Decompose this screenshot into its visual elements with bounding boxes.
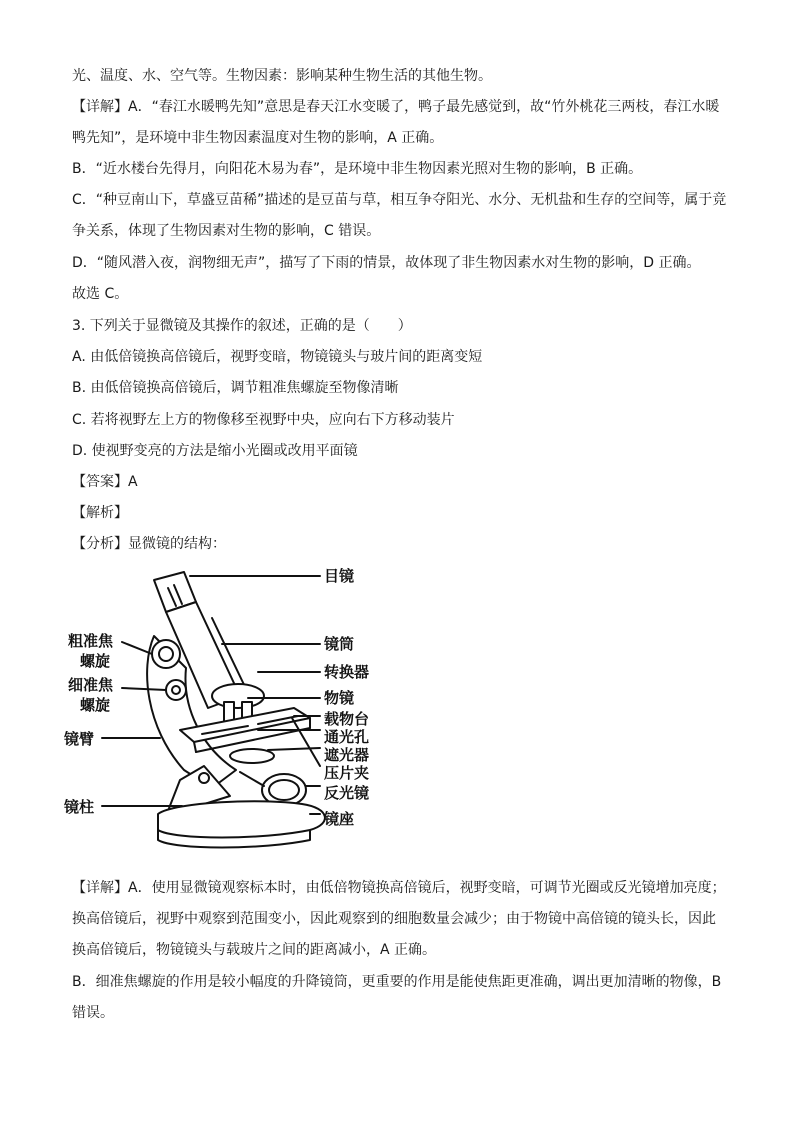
label-pillar: 镜柱 — [64, 798, 95, 816]
label-eyepiece: 目镜 — [324, 567, 355, 585]
text-line: 错误。 — [72, 1005, 114, 1021]
label-base: 镜座 — [324, 810, 355, 828]
text-line: 争关系，体现了生物因素对生物的影响，C 错误。 — [72, 223, 381, 239]
label-arm: 镜臂 — [64, 730, 95, 748]
option-b: B. 由低倍镜换高倍镜后，调节粗准焦螺旋至物像清晰 — [72, 380, 399, 396]
label-mirror: 反光镜 — [324, 784, 370, 802]
text-line: B．细准焦螺旋的作用是较小幅度的升降镜筒，更重要的作用是能使焦距更准确，调出更加清晰的物像，B — [72, 974, 722, 990]
text-line: 换高倍镜后，物镜镜头与载玻片之间的距离减小，A 正确。 — [72, 942, 437, 958]
text-line: B．“近水楼台先得月，向阳花木易为春”，是环境中非生物因素光照对生物的影响，B 正确。 — [72, 161, 643, 177]
label-stage-clip: 压片夹 — [324, 764, 370, 782]
option-c: C. 若将视野左上方的物像移至视野中央，应向右下方移动装片 — [72, 412, 455, 428]
label-aperture: 通光孔 — [324, 728, 370, 746]
label-diaphragm: 遮光器 — [324, 746, 370, 764]
question-stem: 3. 下列关于显微镜及其操作的叙述，正确的是（ ） — [72, 318, 412, 334]
text-line: D．“随风潜入夜，润物细无声”，描写了下雨的情景，故体现了非生物因素水对生物的影响，D 正确。 — [72, 255, 701, 271]
label-nosepiece: 转换器 — [324, 663, 370, 681]
analysis-line: 【分析】显微镜的结构： — [72, 536, 226, 552]
label-fine-knob-2: 螺旋 — [80, 696, 111, 714]
label-coarse-knob-1: 粗准焦 — [68, 632, 114, 650]
label-fine-knob-1: 细准焦 — [68, 676, 114, 694]
text-line: 换高倍镜后，视野中观察到范围变小，因此观察到的细胞数量会减少；由于物镜中高倍镜的镜头长，因此 — [72, 911, 716, 927]
label-tube: 镜筒 — [324, 635, 355, 653]
label-objective: 物镜 — [324, 689, 355, 707]
label-coarse-knob-2: 螺旋 — [80, 652, 111, 670]
text-line: 故选 C。 — [72, 286, 129, 302]
microscope-diagram — [62, 558, 382, 858]
text-line: 光、温度、水、空气等。生物因素：影响某种生物生活的其他生物。 — [72, 68, 492, 84]
label-stage: 载物台 — [324, 710, 370, 728]
text-line: C．“种豆南山下，草盛豆苗稀”描述的是豆苗与草，相互争夺阳光、水分、无机盐和生存的空间等，属于竞 — [72, 192, 727, 208]
text-line: 鸭先知”，是环境中非生物因素温度对生物的影响，A 正确。 — [72, 130, 444, 146]
answer-line: 【答案】A — [72, 474, 138, 490]
option-d: D. 使视野变亮的方法是缩小光圈或改用平面镜 — [72, 443, 358, 459]
text-line: 【详解】A．使用显微镜观察标本时，由低倍物镜换高倍镜后，视野变暗，可调节光圈或反光镜增加亮度； — [72, 880, 726, 896]
text-line: 【详解】A．“春江水暖鸭先知”意思是春天江水变暖了，鸭子最先感觉到，故“竹外桃花三两枝，春江水暖 — [72, 99, 720, 115]
analysis-heading: 【解析】 — [72, 505, 128, 521]
option-a: A. 由低倍镜换高倍镜后，视野变暗，物镜镜头与玻片间的距离变短 — [72, 349, 483, 365]
